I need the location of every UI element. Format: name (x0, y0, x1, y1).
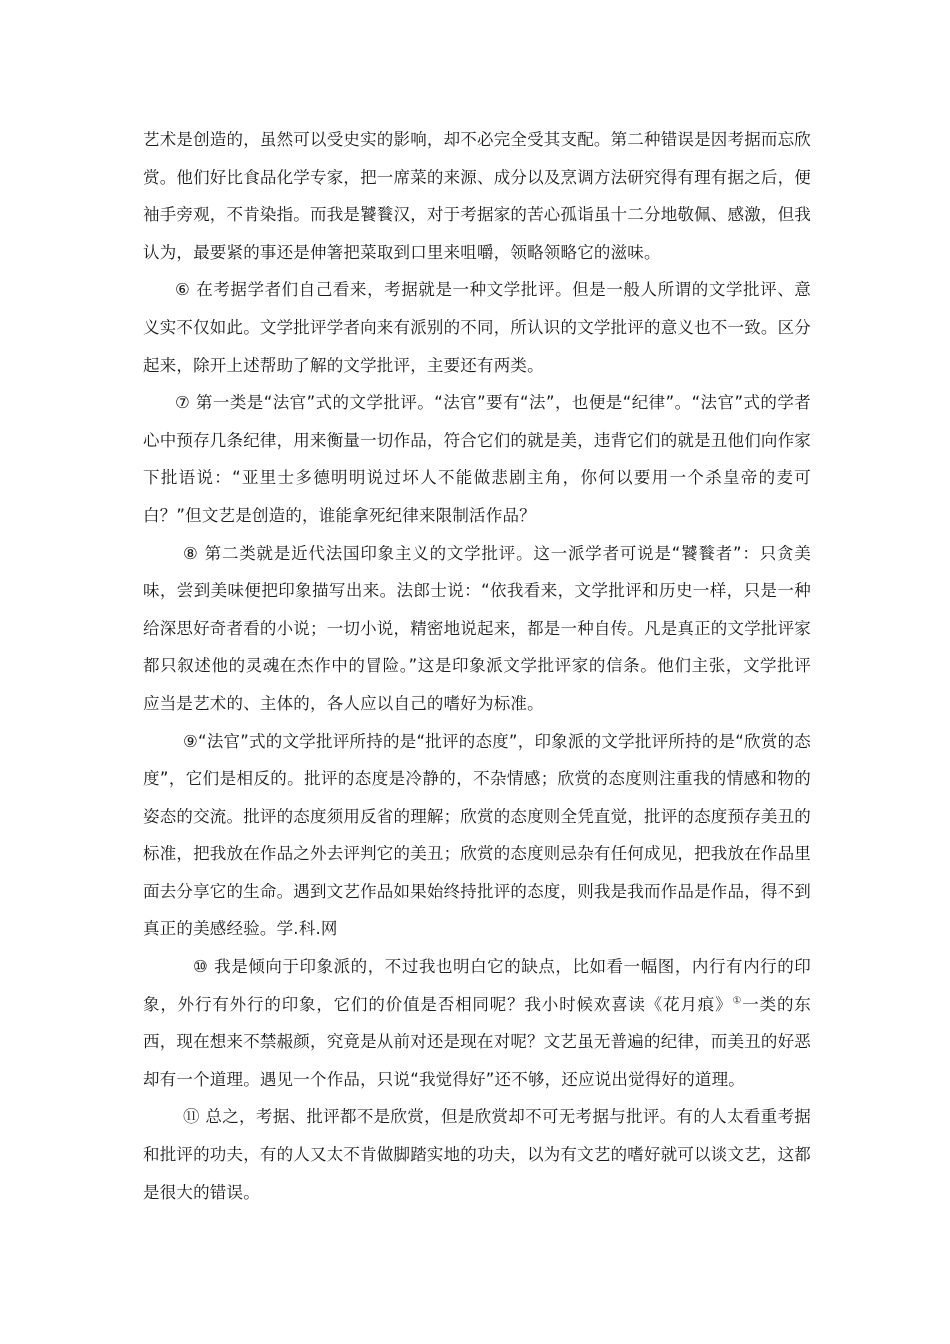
document-body (143, 121, 811, 1211)
paragraph-9: ⑨“法官”式的文学批评所持的是“批评的态度”，印象派的文学批评所持的是“欣赏的态度”，它们是相反的。批评的态度是冷静的，不杂情感；欣赏的态度则注重我的情感和物的姿态的交流。批评的态度须用反省的理解；欣赏的态度则全凭直觉，批评的态度预存美丑的标准，把我放在作品之外去评判它的美丑；欣赏的态度则忌杂有任何成见，把我放在作品里面去分享它的生命。遇到文艺作品如果始终持批评的态度，则我是我而作品是作品，得不到真正的美感经验。学.科.网 (143, 731, 811, 939)
paragraph-6: ⑥ 在考据学者们自己看来，考据就是一种文学批评。但是一般人所谓的文学批评、意义实不仅如此。文学批评学者向来有派别的不同，所认识的文学批评的意义也不一致。区分起来，除开上述帮助了解的文学批评，主要还有两类。 (143, 280, 811, 375)
paragraph-11: ⑪ 总之，考据、批评都不是欣赏，但是欣赏却不可无考据与批评。有的人太看重考据和批评的功夫，有的人又太不肯做脚踏实地的功夫，以为有文艺的嗜好就可以谈文艺，这都是很大的错误。 (143, 1107, 811, 1202)
footnote-mark: ① (732, 995, 743, 1007)
paragraph-8: ⑧ 第二类就是近代法国印象主义的文学批评。这一派学者可说是“饕餮者”：只贪美味，尝到美味便把印象描写出来。法郎士说：“依我看来，文学批评和历史一样，只是一种给深思好奇者看的小说；一切小说，精密地说起来，都是一种自传。凡是真正的文学批评家都只叙述他的灵魂在杰作中的冒险。”这是印象派文学批评家的信条。他们主张，文学批评应当是艺术的、主体的，各人应以自己的嗜好为标准。 (143, 543, 811, 713)
paragraph-7: ⑦ 第一类是“法官”式的文学批评。“法官”要有“法”，也便是“纪律”。“法官”式的学者心中预存几条纪律，用来衡量一切作品，符合它们的就是美，违背它们的就是丑他们向作家下批语说：“亚里士多德明明说过坏人不能做悲剧主角，你何以要用一个杀皇帝的麦可白？”但文艺是创造的，谁能拿死纪律来限制活作品？ (143, 393, 811, 525)
paragraph-5-continued: 艺术是创造的，虽然可以受史实的影响，却不必完全受其支配。第二种错误是因考据而忘欣赏。他们好比食品化学专家，把一席菜的来源、成分以及烹调方法研究得有理有据之后，便袖手旁观，不肯染指。而我是饕餮汉，对于考据家的苦心孤诣虽十二分地敬佩、感激，但我认为，最要紧的事还是伸箸把菜取到口里来咀嚼，领略领略它的滋味。 (143, 130, 811, 262)
paragraph-10 (143, 948, 811, 1098)
paragraph-10-text-before: ⑩ 我是倾向于印象派的，不过我也明白它的缺点，比如看一幅图，内行有内行的印象，外行有外行的印象，它们的价值是否相同呢？我小时候欢喜读《花月痕》 (143, 957, 811, 1014)
paragraph-10-text-after: 一类的东西，现在想来不禁赧颜，究竟是从前对还是现在对呢？文艺虽无普遍的纪律，而美丑的好恶却有一个道理。遇见一个作品，只说“我觉得好”还不够，还应说出觉得好的道理。 (143, 994, 811, 1089)
